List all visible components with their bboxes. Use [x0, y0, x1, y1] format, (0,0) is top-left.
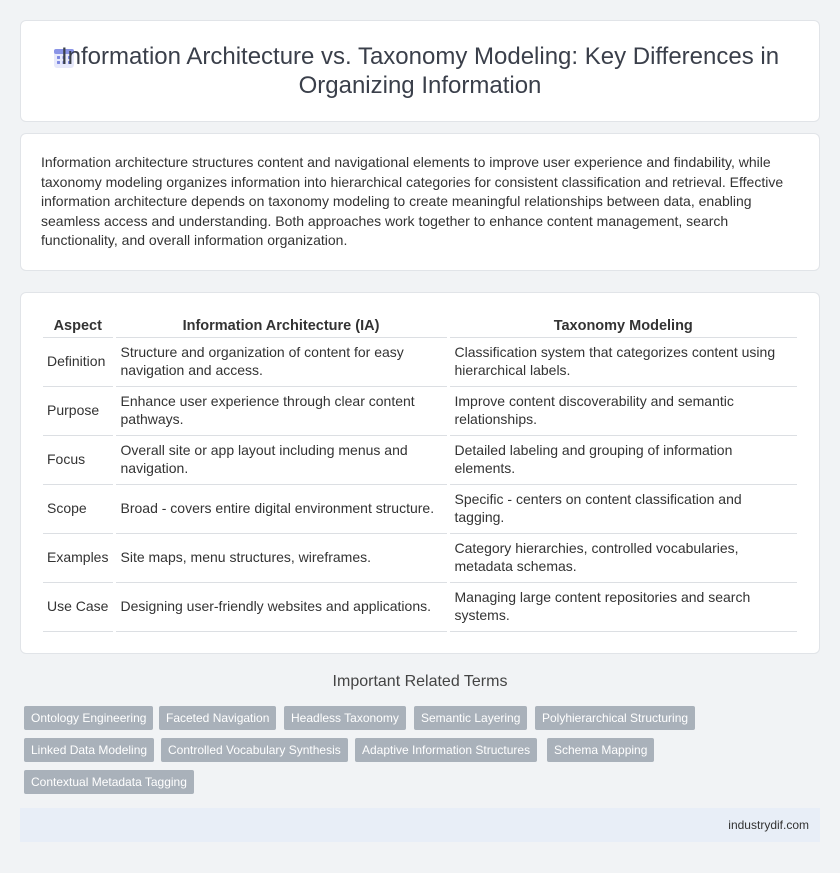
row-ia: Structure and organization of content for easy navigation and access.: [114, 337, 448, 386]
row-aspect: Scope: [43, 484, 114, 533]
tag-contextual-metadata-tagging[interactable]: Contextual Metadata Tagging: [24, 770, 194, 794]
row-ia: Overall site or app layout including menus and navigation.: [114, 435, 448, 484]
row-aspect: Examples: [43, 533, 114, 582]
footer-site-link[interactable]: industrydif.com: [728, 818, 809, 832]
row-taxonomy: Specific - centers on content classification and tagging.: [448, 484, 797, 533]
row-taxonomy: Improve content discoverability and semantic relationships.: [448, 386, 797, 435]
row-taxonomy: Classification system that categorizes content using hierarchical labels.: [448, 337, 797, 386]
tag-faceted-navigation[interactable]: Faceted Navigation: [159, 706, 276, 730]
tag-schema-mapping[interactable]: Schema Mapping: [547, 738, 654, 762]
tag-controlled-vocabulary-synthesis[interactable]: Controlled Vocabulary Synthesis: [161, 738, 348, 762]
comparison-table: [43, 315, 797, 632]
row-taxonomy: Managing large content repositories and search systems.: [448, 582, 797, 631]
tag-polyhierarchical-structuring[interactable]: Polyhierarchical Structuring: [535, 706, 695, 730]
header-aspect: Aspect: [43, 315, 114, 337]
tag-semantic-layering[interactable]: Semantic Layering: [414, 706, 527, 730]
table-row: [43, 337, 797, 386]
intro-paragraph: Information architecture structures content and navigational elements to improve user experience and findability, while taxonomy modeling organizes information into hierarchical categories for consistent classification and retrieval. Effective information architecture depends on taxonomy modeling to create meaningful relationships between data, enabling seamless access and understanding. Both approaches work together to enhance content management, search functionality, and overall information organization.: [41, 154, 784, 248]
row-ia: Site maps, menu structures, wireframes.: [114, 533, 448, 582]
row-taxonomy: Category hierarchies, controlled vocabularies, metadata schemas.: [448, 533, 797, 582]
row-ia: Designing user-friendly websites and applications.: [114, 582, 448, 631]
table-header-row: [43, 315, 797, 337]
tag-linked-data-modeling[interactable]: Linked Data Modeling: [24, 738, 154, 762]
comparison-card: [20, 292, 820, 654]
row-aspect: Use Case: [43, 582, 114, 631]
header-ia: Information Architecture (IA): [114, 315, 448, 337]
row-aspect: Definition: [43, 337, 114, 386]
tag-ontology-engineering[interactable]: Ontology Engineering: [24, 706, 153, 730]
tag-headless-taxonomy[interactable]: Headless Taxonomy: [284, 706, 406, 730]
table-row: [43, 582, 797, 631]
table-row: [43, 484, 797, 533]
row-taxonomy: Detailed labeling and grouping of information elements.: [448, 435, 797, 484]
table-row: [43, 533, 797, 582]
tag-adaptive-information-structures[interactable]: Adaptive Information Structures: [355, 738, 537, 762]
row-ia: Broad - covers entire digital environment structure.: [114, 484, 448, 533]
related-terms-heading: Important Related Terms: [332, 673, 508, 690]
row-aspect: Purpose: [43, 386, 114, 435]
title-card: [20, 20, 820, 122]
header-taxonomy: Taxonomy Modeling: [448, 315, 797, 337]
row-ia: Enhance user experience through clear content pathways.: [114, 386, 448, 435]
footer: [20, 808, 820, 842]
table-row: [43, 386, 797, 435]
table-row: [43, 435, 797, 484]
intro-card: [20, 133, 820, 271]
page-title: Information Architecture vs. Taxonomy Modeling: Key Differences in Organizing Information: [60, 43, 780, 99]
row-aspect: Focus: [43, 435, 114, 484]
